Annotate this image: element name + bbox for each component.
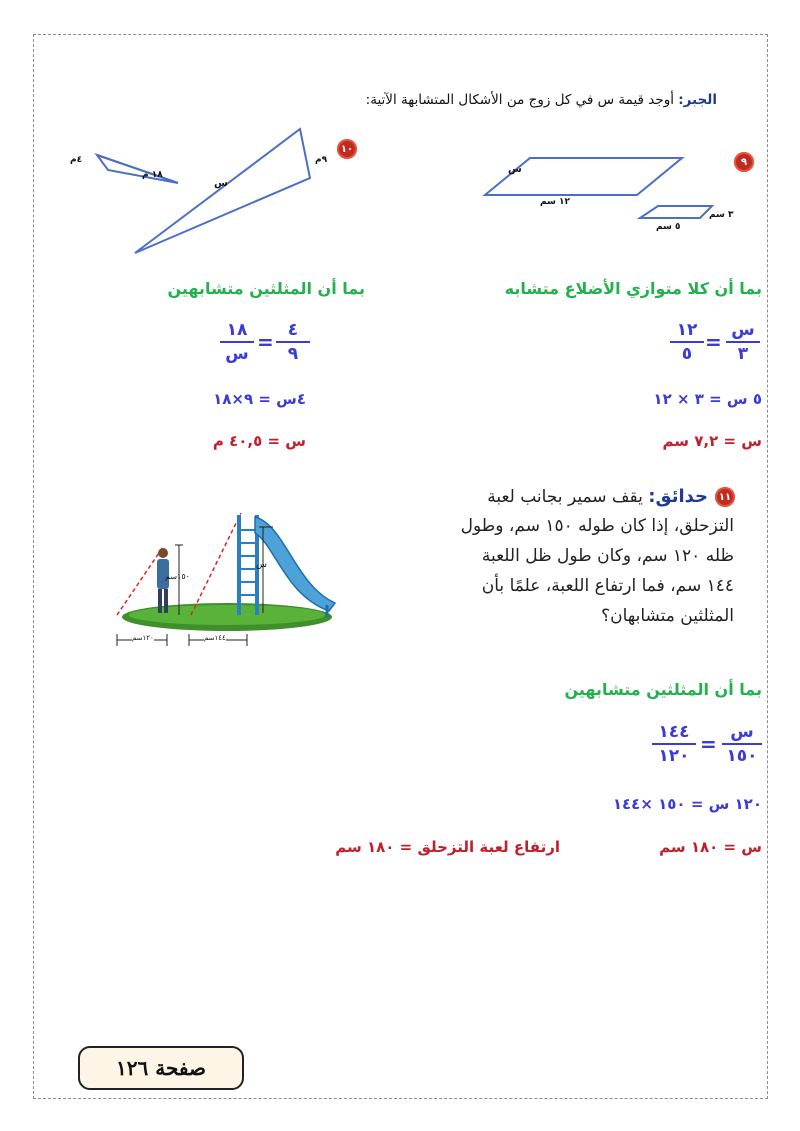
p10-label-small-short: ٤م <box>70 155 83 165</box>
p10-label-small-long: ١٨ م <box>142 170 163 180</box>
p11-frac-left-bar <box>652 743 696 745</box>
p11-equals: = <box>700 732 717 756</box>
p11-frac-right-num: س <box>730 722 754 742</box>
p10-fraction-left <box>220 320 254 364</box>
problem-10-badge: ١٠ <box>337 139 357 159</box>
p10-frac-left-den: س <box>225 344 249 364</box>
p11-conclusion: ارتفاع لعبة التزحلق = ١٨٠ سم <box>335 838 560 856</box>
p10-product: ٤س = ٩×١٨ <box>213 390 306 408</box>
p9-statement: بما أن كلا متوازي الأضلاع متشابه <box>504 279 762 298</box>
p11-frac-left-den: ١٢٠ <box>658 746 690 766</box>
header <box>366 92 717 108</box>
page-number-label: صفحة ١٢٦ <box>78 1046 244 1090</box>
p9-frac-right-bar <box>726 341 760 343</box>
p9-label-small-side: ٣ سم <box>709 210 734 220</box>
p9-label-big-base: ١٢ سم <box>540 197 571 207</box>
p9-equals: = <box>705 330 722 354</box>
p9-frac-left-num: ١٢ <box>676 320 698 340</box>
p9-fraction-right <box>726 320 760 364</box>
p11-line-4: ١٤٤ سم، فما ارتفاع اللعبة، علمًا بأن <box>481 576 734 596</box>
p9-fraction-left <box>670 320 704 364</box>
p10-answer: س = ٤٠,٥ م <box>212 432 306 450</box>
problem-11-badge: ١١ <box>715 487 735 507</box>
p10-label-big-long: س <box>214 178 228 189</box>
p11-statement: بما أن المثلثين متشابهين <box>564 680 762 699</box>
slide-illustration <box>105 505 340 655</box>
p9-product: ٥ س = ٣ × ١٢ <box>653 390 762 408</box>
p11-frac-right-bar <box>722 743 762 745</box>
p9-frac-left-den: ٥ <box>681 344 693 364</box>
p11-title: حدائق: <box>648 486 708 507</box>
triangles-figure <box>90 125 330 260</box>
p11-label-slide-height: س <box>256 560 267 570</box>
p10-equals: = <box>257 330 274 354</box>
p10-frac-right-den: ٩ <box>287 344 299 364</box>
p11-line-2: التزحلق، إذا كان طوله ١٥٠ سم، وطول <box>460 516 734 536</box>
p11-frac-right-den: ١٥٠ <box>726 746 758 766</box>
p11-label-slide-shadow: ١٤٤سم <box>204 634 226 642</box>
p9-answer: س = ٧,٢ سم <box>662 432 762 450</box>
p9-label-small-base: ٥ سم <box>656 222 681 232</box>
p11-line-1-text: يقف سمير بجانب لعبة <box>487 487 643 507</box>
p10-label-big-short: ٩م <box>315 155 328 165</box>
p11-frac-left-num: ١٤٤ <box>658 722 690 742</box>
p9-frac-left-bar <box>670 341 704 343</box>
p11-product: ١٢٠ س = ١٥٠ ×١٤٤ <box>612 795 762 813</box>
header-label: الجبر: <box>678 92 717 108</box>
p10-fraction-right <box>276 320 310 364</box>
p10-frac-left-num: ١٨ <box>226 320 248 340</box>
p9-frac-right-den: ٣ <box>737 344 749 364</box>
p11-fraction-left <box>652 722 696 766</box>
p9-label-x: س <box>508 164 522 175</box>
p11-line-3: ظله ١٢٠ سم، وكان طول ظل اللعبة <box>481 546 734 566</box>
p11-fraction-right <box>722 722 762 766</box>
p11-line-1 <box>487 482 708 513</box>
p10-frac-right-bar <box>276 341 310 343</box>
p11-label-person-shadow: ١٢٠سم <box>132 634 154 642</box>
problem-9-badge: ٩ <box>734 152 754 172</box>
p11-label-person-height: ١٥٠سم <box>165 572 190 581</box>
p11-line-5: المثلثين متشابهان؟ <box>601 606 734 626</box>
p11-answer: س = ١٨٠ سم <box>659 838 762 856</box>
p9-frac-right-num: س <box>731 320 755 340</box>
p10-frac-right-num: ٤ <box>287 320 299 340</box>
p10-frac-left-bar <box>220 341 254 343</box>
p10-statement: بما أن المثلثين متشابهين <box>167 279 365 298</box>
header-instruction: أوجد قيمة س في كل زوج من الأشكال المتشابهة الآتية: <box>365 92 674 108</box>
